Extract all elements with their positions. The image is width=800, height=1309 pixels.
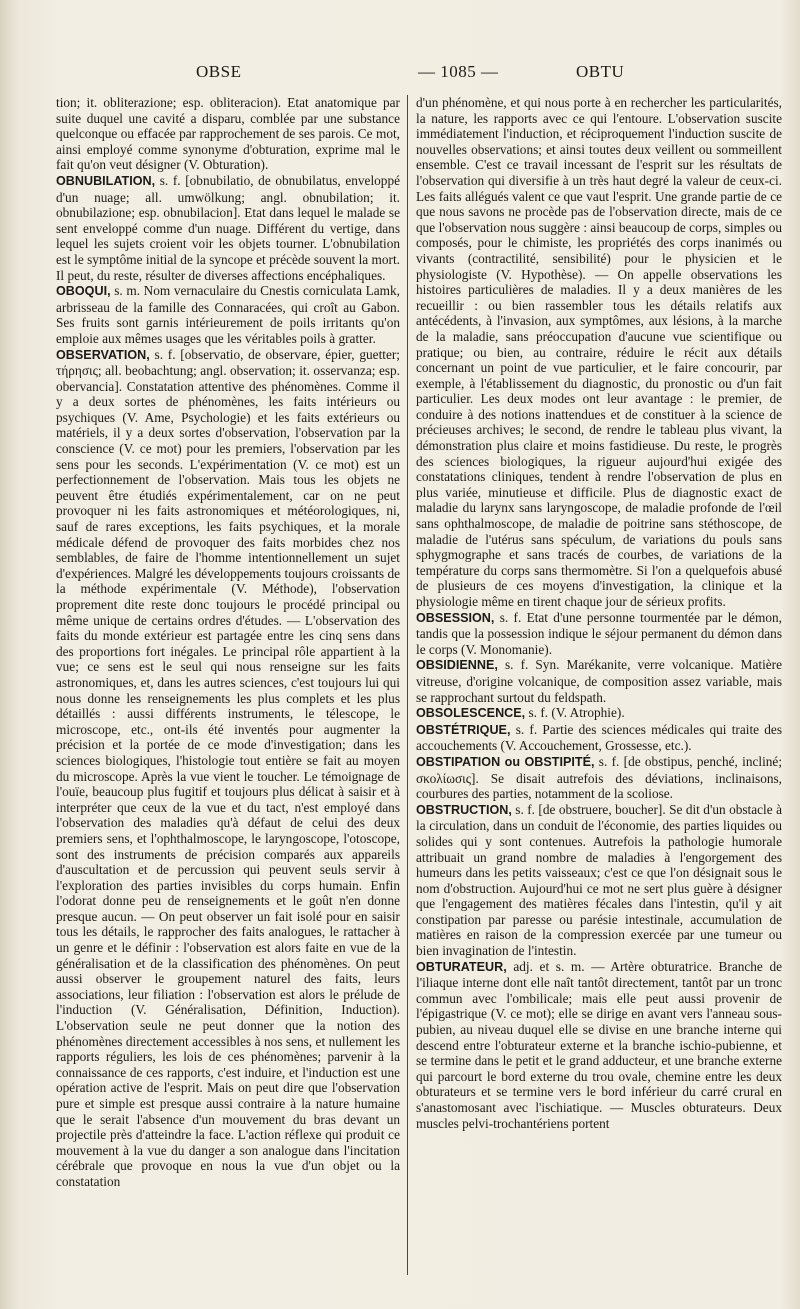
- headword: OBSTRUCTION,: [416, 802, 512, 817]
- entry-obstetrique: [416, 722, 782, 754]
- definition: s. f. [de obstipus, penché, incliné; σκολίωσις]. Se disait autrefois des déviations, inclinaisons, courbures des parties, notamment de la scoliose.: [416, 753, 782, 802]
- entry-oboqui: [56, 283, 400, 346]
- headword: OBSTIPATION ou OBSTIPITÉ,: [416, 754, 595, 769]
- definition: s. f. [observatio, de observare, épier, guetter; τήρησις; all. beobachtung; angl. observation; it. osservanza; esp. obervancia]. Constatation attentive des phénomènes. Comme il y a deux sortes de phénomènes, les faits intérieurs ou psychiques (V. Ame, Psychologie) et les faits extérieurs ou matériels, il y a deux sortes d'observation, l'observation par la conscience (V. ce mot) pour les premiers, l'observation par les sens pour les seconds. L'expérimentation (V. ce mot) est un perfectionnement de l'observation. Mais tous les objets ne peuvent être étudiés expérimentalement, car on ne peut provoquer ni les faits astronomiques et météorologiques, ni, sauf de rares exceptions, les faits psychiques, et la morale médicale défend de provoquer des faits morbides chez nos semblables, de faire de l'homme intentionnellement un sujet d'expériences. Malgré les développements toujours croissants de la méthode expérimentale (V. Méthode), l'observation proprement dite reste donc toujours le procédé principal ou même unique de certains ordres d'études. — L'observation des faits du monde extérieur est partagée entre les cinq sens dans des proportions fort inégales. Le principal rôle appartient à la vue; ce sens est le seul qui nous renseigne sur les faits astronomiques, et, dans les autres sciences, c'est toujours lui qui nous donne les renseignements les plus complets et les plus détaillés : aussi différents instruments, le télescope, le microscope, etc., ont-ils été inventés pour augmenter la précision et la portée de ce mode d'investigation; dans les sciences biologiques, l'histologie tout entière se fait au moyen du microscope. Après la vue vient le toucher. Le témoignage de l'ouïe, beaucoup plus fugitif et toujours plus délicat à saisir et à interpréter que ceux de la vue et du tact, n'est employé dans l'observation des maladies qu'à défaut de celui des deux premiers sens, et l'ophthalmoscope, le laryngoscope, l'otoscope, sont des instruments de précision comparés aux appareils d'auscultation et de percussion qui peuvent seuls servir à l'exploration des parties invisibles du corps humain. Enfin l'odorat donne peu de renseignements et le goût n'en donne presque aucun. — On peut observer un fait isolé pour en saisir tous les détails, le rapprocher des faits analogues, le rattacher à un genre et le définir : l'observation est alors faite en vue de la généralisation et de la classification des phénomènes. On peut aussi observer le groupement naturel des faits, leurs associations, leur filiation : l'observation est alors le prélude de l'induction (V. Généralisation, Définition, Induction). L'observation seule ne peut donner que la notion des phénomènes directement accessibles à nos sens, et nullement les rapports réguliers, les lois de ces phénomènes; parvenir à la connaissance de ces rapports, c'est induire, et l'induction est une opération active de l'esprit. Mais on peut dire que l'observation pure et simple est presque aussi contraire à la nature humaine que le serait l'absence d'un mouvement du bras devant un projectile près d'atteindre la face. L'action réflexe qui produit ce mouvement à la vue du danger a son analogue dans l'incitation cérébrale que provoque en nous la vue d'un objet ou la constatation: [56, 346, 400, 1189]
- right-column: [416, 95, 782, 1307]
- page-number: — 1085 —: [418, 62, 499, 81]
- definition: s. f. Etat d'une personne tourmentée par le démon, tandis que la possession indique le séjour permanent du démon dans le corps (V. Monomanie).: [416, 609, 782, 657]
- header-left-guide-word: OBSE: [196, 62, 242, 81]
- headword: OBSERVATION,: [56, 347, 150, 362]
- entry-obstipation: [416, 754, 782, 802]
- entry-observation: [56, 347, 400, 1190]
- headword: OBSTÉTRIQUE,: [416, 722, 511, 737]
- headword: OBSIDIENNE,: [416, 658, 498, 673]
- entry-obsidienne: [416, 657, 782, 705]
- headword: OBOQUI,: [56, 284, 111, 299]
- headword: OBNUBILATION,: [56, 173, 156, 188]
- definition: s. f. Syn. Marékanite, verre volcanique. Matière vitreuse, d'origine volcanique, de composition assez variable, mais se rapprochant surtout du feldspath.: [416, 657, 782, 705]
- entry-obturateur: [416, 959, 782, 1132]
- left-column: [56, 95, 400, 1307]
- entry-obstruction: [416, 802, 782, 959]
- definition: s. f. Partie des sciences médicales qui traite des accouchements (V. Accouchement, Grossesse, etc.).: [416, 721, 782, 754]
- entry-continuation: tion; it. obliterazione; esp. obliteracion). Etat anatomique par suite duquel une cavité a disparu, comblée par une substance quelconque ou effacée par rapprochement de ses parois. Ce mot, ainsi employé comme synonyme d'obturation, exprime mal le fait qu'on veut désigner (V. Obturation).: [56, 95, 400, 173]
- definition: s. f. [obnubilatio, de obnubilatus, enveloppé d'un nuage; all. umwölkung; angl. obnubilation; it. obnubilazione; esp. obnubilacion]. Etat dans lequel le malade se sent enveloppé comme d'un nuage. Différent du vertige, dans lequel les sujets croient voir les objets tourner. L'obnubilation est le symptôme initial de la syncope et précède souvent la mort. Il peut, du reste, résulter de diverses affections encéphaliques.: [56, 172, 400, 283]
- headword: OBTURATEUR,: [416, 959, 507, 974]
- definition: adj. et s. m. — Artère obturatrice. Branche de l'iliaque interne dont elle naît tantôt directement, tantôt par un tronc commun avec l'ombilicale; mais elle peut aussi provenir de l'épigastrique (V. ce mot); elle se dirige en avant vers l'anneau sous-pubien, au niveau duquel elle se divise en une branche interne qui descend entre l'obturateur externe et la branche ischio-pubienne, et se termine dans le petit et le grand adducteur, et une branche externe qui parcourt le bord externe du trou ovale, chemine entre les deux obturateurs et se termine vers le bord inférieur du carré crural en s'anastomosant avec l'ischiatique. — Muscles obturateurs. Deux muscles pelvi-trochantériens portent: [416, 958, 782, 1131]
- entry-continuation: d'un phénomène, et qui nous porte à en rechercher les particularités, la nature, les rapports avec ce qui l'entoure. L'observation suscite immédiatement l'induction, et réciproquement l'induction suscite de nouvelles observations; et ainsi toutes deux veillent ou sommeillent ensemble. C'est ce travail incessant de l'esprit sur les résultats de l'observation qui diversifie à un très haut degré la valeur de ceux-ci. Les faits allégués valent ce que vaut l'esprit. Une grande partie de ce que nous savons ne procède pas de l'observation directe, mais de ce que l'observation nous suggère : ainsi beaucoup de corps, simples ou composés, pour le chimiste, les propriétés des corps inanimés ou vivants (contractilité, sensibilité) pour le physicien et le physiologiste (V. Hypothèse). — On appelle observations les histoires particulières de maladies. Il y a deux manières de les recueillir : ou bien rassembler tous les détails relatifs aux antécédents, à l'invasion, aux symptômes, aux lésions, à la marche de la maladie, sans préoccupation d'aucune vue scientifique ou pratique; ou bien, au contraire, réduire le récit aux détails concernant un point de vue particulier, et le faire concourir, par exemple, à l'établissement du diagnostic, du pronostic ou d'un fait particulier. Les deux modes ont leur avantage : le premier, de conduire à des notions inattendues et de constituer à la science de précieuses archives; le second, de rendre le tableau plus vivant, la démonstration plus claire et moins fastidieuse. Du reste, le progrès des sciences biologiques, la rigueur aujourd'hui exigée des constatations cliniques, tendent à rendre l'observation de plus en plus variée, minutieuse et difficile. Plus de diagnostic exact de maladie du larynx sans laryngoscope, de maladie profonde de l'œil sans ophthalmoscope, de maladie de poitrine sans stéthoscope, de maladie de l'utérus sans spéculum, de variations du pouls sans sphygmographe et sans tracés de courbes, de variations de la température du corps sans thermomètre. Si l'on a quelquefois abusé de plusieurs de ces moyens d'investigation, la clinique et la physiologie même en tirent chaque jour de sérieux profits.: [416, 95, 782, 609]
- definition: s. f. (V. Atrophie).: [525, 705, 625, 721]
- definition: s. f. [de obstruere, boucher]. Se dit d'un obstacle à la circulation, dans un conduit de l'économie, des parties liquides ou solides qui y sont contenues. Autrefois la pathologie humorale attribuait un grand nombre de maladies à l'engorgement des humeurs dans les petits vaisseaux; c'est ce que l'on désignait sous le nom d'obstruction. Aujourd'hui ce mot ne sert plus guère à désigner que l'engagement des matières fécales dans l'intestin, qu'il y ait constipation par paresse ou parésie intestinale, accumulation de matières en raison de la compression exercée par une tumeur ou bien invagination de l'intestin.: [416, 801, 782, 959]
- entry-obnubilation: [56, 173, 400, 283]
- entry-obsession: [416, 610, 782, 658]
- column-divider: [407, 95, 408, 1275]
- definition: s. m. Nom vernaculaire du Cnestis corniculata Lamk, arbrisseau de la famille des Connaracées, qui croît au Gabon. Ses fruits sont garnis intérieurement de poils irritants qu'on emploie aux mêmes usages que les véritables poils à gratter.: [56, 283, 400, 346]
- headword: OBSOLESCENCE,: [416, 706, 526, 721]
- headword: OBSESSION,: [416, 610, 495, 625]
- entry-obsolescence: [416, 705, 782, 722]
- header-right-guide-word: OBTU: [576, 62, 625, 81]
- running-header: [56, 62, 790, 86]
